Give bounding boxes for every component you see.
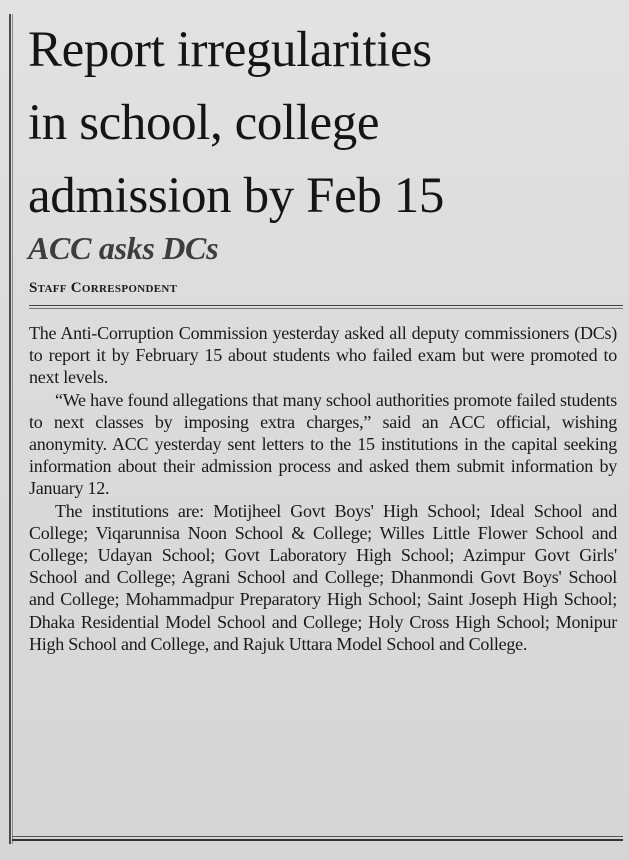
headline-line-3: admission by Feb 15 (28, 168, 444, 224)
headline-line-1: Report irregularities (28, 22, 432, 78)
column-rule-left-inner (12, 14, 13, 844)
byline-rule (29, 305, 623, 306)
bottom-rule (12, 836, 623, 837)
byline-rule-secondary (29, 308, 623, 309)
paragraph-2: “We have found allegations that many school authorities promote failed students to next classes by imposing extra charges,” said an ACC official, wishing anonymity. ACC yesterday sent letters to the 15 institutions in the capital seeking information about their admission process and asked them submit information by January 12. (29, 389, 617, 499)
bottom-rule-thick (12, 839, 623, 841)
headline-line-2: in school, college (28, 95, 380, 151)
byline: Staff Correspondent (29, 280, 178, 296)
headline (28, 14, 624, 233)
article-body (29, 322, 617, 655)
paragraph-3: The institutions are: Motijheel Govt Boys' High School; Ideal School and College; Viqarunnisa Noon School & College; Willes Little Flower School and College; Udayan School; Govt Laboratory High School; Azimpur Govt Girls' School and College; Agrani School and College; Dhanmondi Govt Boys' School and College; Mohammadpur Preparatory High School; Saint Joseph High School; Dhaka Residential Model School and College; Holy Cross High School; Monipur High School and College, and Rajuk Uttara Model School and College. (29, 500, 617, 654)
subheadline: ACC asks DCs (28, 230, 219, 266)
column-rule-left (9, 14, 11, 844)
paragraph-1: The Anti-Corruption Commission yesterday asked all deputy commissioners (DCs) to report it by February 15 about students who failed exam but were promoted to next levels. (29, 323, 617, 388)
